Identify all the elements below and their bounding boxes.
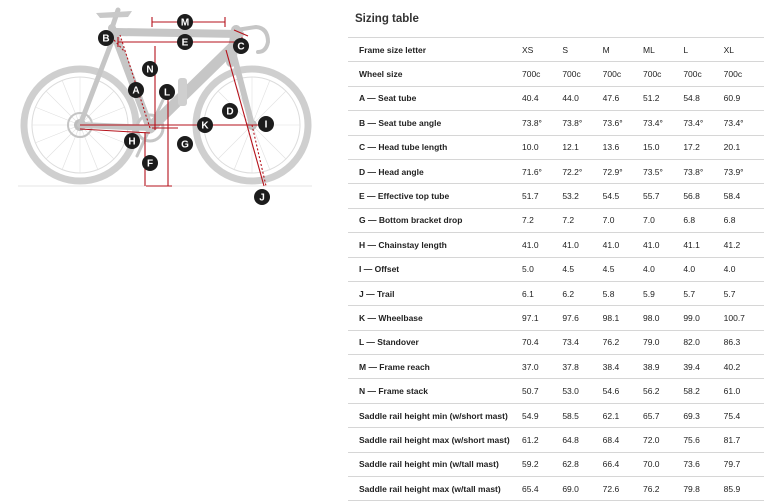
row-label: Saddle rail height min (w/short mast) xyxy=(348,403,522,427)
table-cell: 79.7 xyxy=(724,452,764,476)
table-row xyxy=(348,403,764,427)
table-cell: 79.0 xyxy=(643,330,683,354)
table-cell: 40.2 xyxy=(724,355,764,379)
table-cell: 700c xyxy=(683,62,723,86)
table-cell: 5.7 xyxy=(683,281,723,305)
badge-c xyxy=(233,38,249,54)
badge-g-label: G xyxy=(181,139,189,151)
table-cell: 73.8° xyxy=(683,159,723,183)
badge-e xyxy=(177,34,193,50)
table-cell: 5.7 xyxy=(724,281,764,305)
table-cell: 41.2 xyxy=(724,233,764,257)
table-cell: 54.8 xyxy=(683,86,723,110)
table-cell: 700c xyxy=(603,62,643,86)
table-cell: 73.6° xyxy=(603,111,643,135)
table-cell: 73.8° xyxy=(522,111,562,135)
table-cell: 60.9 xyxy=(724,86,764,110)
table-row xyxy=(348,281,764,305)
table-cell: 61.2 xyxy=(522,428,562,452)
table-cell: 4.0 xyxy=(724,257,764,281)
table-cell: 62.1 xyxy=(603,403,643,427)
row-label: H — Chainstay length xyxy=(348,233,522,257)
table-cell: 66.4 xyxy=(603,452,643,476)
table-cell: 7.2 xyxy=(522,208,562,232)
table-row xyxy=(348,355,764,379)
table-cell: 71.6° xyxy=(522,159,562,183)
badge-m-label: M xyxy=(180,17,190,29)
row-label: L — Standover xyxy=(348,330,522,354)
table-cell: 65.7 xyxy=(643,403,683,427)
badge-e-label: E xyxy=(181,37,189,49)
table-cell: 700c xyxy=(562,62,602,86)
table-cell: 58.4 xyxy=(724,184,764,208)
table-cell: 5.8 xyxy=(603,281,643,305)
table-cell: 54.6 xyxy=(603,379,643,403)
table-row xyxy=(348,233,764,257)
table-cell: 5.9 xyxy=(643,281,683,305)
table-cell: 97.1 xyxy=(522,306,562,330)
header-frame-size-label: Frame size letter xyxy=(348,38,522,62)
table-row xyxy=(348,184,764,208)
table-cell: 7.2 xyxy=(562,208,602,232)
table-cell: 41.0 xyxy=(562,233,602,257)
header-size-l: L xyxy=(683,38,723,62)
badge-n-label: N xyxy=(146,64,154,76)
table-cell: 72.2° xyxy=(562,159,602,183)
table-cell: 37.0 xyxy=(522,355,562,379)
badge-c-label: C xyxy=(237,41,245,53)
table-cell: 51.7 xyxy=(522,184,562,208)
header-size-xl: XL xyxy=(724,38,764,62)
table-cell: 58.5 xyxy=(562,403,602,427)
table-cell: 76.2 xyxy=(643,477,683,501)
badge-j xyxy=(254,189,270,205)
badge-i-label: I xyxy=(264,119,268,131)
row-label: D — Head angle xyxy=(348,159,522,183)
header-size-ml: ML xyxy=(643,38,683,62)
row-label: K — Wheelbase xyxy=(348,306,522,330)
table-cell: 54.9 xyxy=(522,403,562,427)
badge-k-label: K xyxy=(201,120,209,132)
table-cell: 4.0 xyxy=(683,257,723,281)
table-title: Sizing table xyxy=(355,13,419,25)
badge-m xyxy=(177,14,193,30)
table-cell: 6.8 xyxy=(683,208,723,232)
table-cell: 62.8 xyxy=(562,452,602,476)
table-row xyxy=(348,159,764,183)
sizing-table-body xyxy=(348,62,764,501)
table-cell: 41.0 xyxy=(643,233,683,257)
table-cell: 40.4 xyxy=(522,86,562,110)
table-cell: 54.5 xyxy=(603,184,643,208)
table-cell: 38.4 xyxy=(603,355,643,379)
badge-d xyxy=(222,103,238,119)
bike-geometry-illustration xyxy=(0,0,330,230)
table-cell: 85.9 xyxy=(724,477,764,501)
table-cell: 73.5° xyxy=(643,159,683,183)
badge-l xyxy=(159,84,175,100)
badge-k xyxy=(197,117,213,133)
table-cell: 56.2 xyxy=(643,379,683,403)
row-label: M — Frame reach xyxy=(348,355,522,379)
table-cell: 53.0 xyxy=(562,379,602,403)
table-row xyxy=(348,452,764,476)
badge-b xyxy=(98,30,114,46)
table-row xyxy=(348,135,764,159)
table-cell: 70.0 xyxy=(643,452,683,476)
table-cell: 72.0 xyxy=(643,428,683,452)
table-cell: 86.3 xyxy=(724,330,764,354)
table-cell: 39.4 xyxy=(683,355,723,379)
table-cell: 99.0 xyxy=(683,306,723,330)
table-cell: 79.8 xyxy=(683,477,723,501)
row-label: I — Offset xyxy=(348,257,522,281)
table-cell: 61.0 xyxy=(724,379,764,403)
table-cell: 75.4 xyxy=(724,403,764,427)
table-cell: 13.6 xyxy=(603,135,643,159)
table-cell: 81.7 xyxy=(724,428,764,452)
table-row xyxy=(348,62,764,86)
row-label: C — Head tube length xyxy=(348,135,522,159)
table-cell: 53.2 xyxy=(562,184,602,208)
table-cell: 56.8 xyxy=(683,184,723,208)
table-cell: 73.4° xyxy=(643,111,683,135)
table-cell: 6.8 xyxy=(724,208,764,232)
table-cell: 7.0 xyxy=(643,208,683,232)
badge-l-label: L xyxy=(163,87,171,99)
badge-h xyxy=(124,133,140,149)
table-row xyxy=(348,257,764,281)
row-label: Saddle rail height max (w/tall mast) xyxy=(348,477,522,501)
table-cell: 41.1 xyxy=(683,233,723,257)
sizing-table xyxy=(348,37,764,501)
row-label: N — Frame stack xyxy=(348,379,522,403)
badge-h-label: H xyxy=(128,136,136,148)
table-cell: 65.4 xyxy=(522,477,562,501)
header-size-s: S xyxy=(562,38,602,62)
table-cell: 69.0 xyxy=(562,477,602,501)
table-cell: 5.0 xyxy=(522,257,562,281)
row-label: Saddle rail height min (w/tall mast) xyxy=(348,452,522,476)
table-cell: 700c xyxy=(522,62,562,86)
table-cell: 12.1 xyxy=(562,135,602,159)
badge-a xyxy=(128,82,144,98)
table-cell: 73.4° xyxy=(683,111,723,135)
badge-a-label: A xyxy=(132,85,140,97)
badge-f-label: F xyxy=(146,158,154,170)
table-cell: 41.0 xyxy=(522,233,562,257)
table-cell: 20.1 xyxy=(724,135,764,159)
header-size-m: M xyxy=(603,38,643,62)
table-cell: 51.2 xyxy=(643,86,683,110)
table-cell: 15.0 xyxy=(643,135,683,159)
row-label: B — Seat tube angle xyxy=(348,111,522,135)
row-label: J — Trail xyxy=(348,281,522,305)
header-size-xs: XS xyxy=(522,38,562,62)
table-row xyxy=(348,111,764,135)
table-header-row xyxy=(348,38,764,62)
table-cell: 700c xyxy=(643,62,683,86)
table-row xyxy=(348,477,764,501)
table-cell: 6.1 xyxy=(522,281,562,305)
table-cell: 50.7 xyxy=(522,379,562,403)
table-cell: 70.4 xyxy=(522,330,562,354)
table-cell: 68.4 xyxy=(603,428,643,452)
table-cell: 7.0 xyxy=(603,208,643,232)
row-label: E — Effective top tube xyxy=(348,184,522,208)
table-cell: 100.7 xyxy=(724,306,764,330)
table-cell: 4.5 xyxy=(603,257,643,281)
table-cell: 73.6 xyxy=(683,452,723,476)
table-cell: 64.8 xyxy=(562,428,602,452)
table-cell: 73.8° xyxy=(562,111,602,135)
table-cell: 98.0 xyxy=(643,306,683,330)
table-cell: 82.0 xyxy=(683,330,723,354)
row-label: Saddle rail height max (w/short mast) xyxy=(348,428,522,452)
table-cell: 700c xyxy=(724,62,764,86)
table-cell: 41.0 xyxy=(603,233,643,257)
table-cell: 4.5 xyxy=(562,257,602,281)
table-cell: 4.0 xyxy=(643,257,683,281)
row-label: A — Seat tube xyxy=(348,86,522,110)
badge-j-label: J xyxy=(259,192,265,204)
table-cell: 44.0 xyxy=(562,86,602,110)
table-cell: 73.4° xyxy=(724,111,764,135)
table-row xyxy=(348,379,764,403)
sizing-table-header xyxy=(348,38,764,62)
table-cell: 37.8 xyxy=(562,355,602,379)
bike-geometry-diagram xyxy=(0,0,330,230)
table-cell: 55.7 xyxy=(643,184,683,208)
badge-g xyxy=(177,136,193,152)
table-cell: 72.9° xyxy=(603,159,643,183)
table-cell: 73.9° xyxy=(724,159,764,183)
table-row xyxy=(348,306,764,330)
table-cell: 76.2 xyxy=(603,330,643,354)
table-cell: 10.0 xyxy=(522,135,562,159)
table-cell: 59.2 xyxy=(522,452,562,476)
table-cell: 17.2 xyxy=(683,135,723,159)
table-cell: 69.3 xyxy=(683,403,723,427)
table-row xyxy=(348,428,764,452)
badge-f xyxy=(142,155,158,171)
badge-d-label: D xyxy=(226,106,234,118)
row-label: Wheel size xyxy=(348,62,522,86)
badge-b-label: B xyxy=(102,33,110,45)
table-cell: 73.4 xyxy=(562,330,602,354)
table-cell: 47.6 xyxy=(603,86,643,110)
table-cell: 6.2 xyxy=(562,281,602,305)
table-cell: 58.2 xyxy=(683,379,723,403)
row-label: G — Bottom bracket drop xyxy=(348,208,522,232)
table-cell: 97.6 xyxy=(562,306,602,330)
table-row xyxy=(348,208,764,232)
table-cell: 72.6 xyxy=(603,477,643,501)
table-row xyxy=(348,86,764,110)
badge-i xyxy=(258,116,274,132)
table-row xyxy=(348,330,764,354)
table-cell: 38.9 xyxy=(643,355,683,379)
badge-n xyxy=(142,61,158,77)
table-cell: 98.1 xyxy=(603,306,643,330)
table-cell: 75.6 xyxy=(683,428,723,452)
